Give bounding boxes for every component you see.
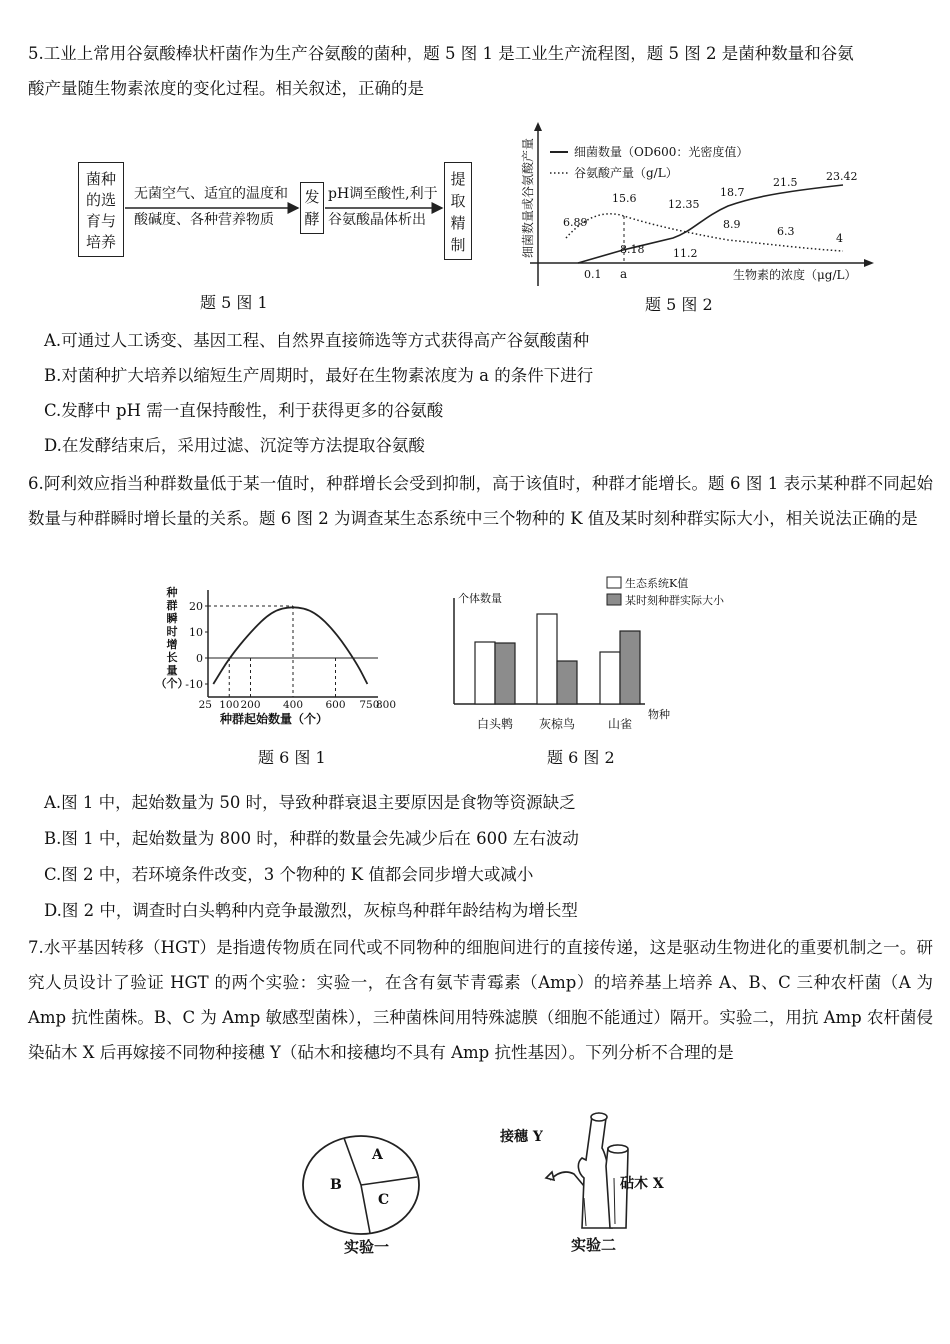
flow-arrow2-text: 谷氨酸晶体析出 [328,212,426,228]
bar-山雀-k [600,652,620,704]
q6-fig2-chart [440,572,760,737]
q5-option-b[interactable]: B.对菌种扩大培养以缩短生产周期时，最好在生物素浓度为 a 的条件下进行 [44,366,594,385]
x-tick-800: 800 [375,699,397,711]
x-tick-750: 750 [359,699,380,711]
flow-step3-text: 制 [450,236,466,254]
q6-fig1-curve [213,607,367,684]
q5-y-arrow [534,122,542,131]
legend-actual-swatch [607,594,621,605]
flow-arrow1-text: 无菌空气、适宜的温度和 [134,186,288,202]
legend-glutamate-label: 谷氨酸产量（g/L） [574,166,678,180]
x-tick-400: 400 [282,699,304,711]
q5-option-a[interactable]: A.可通过人工诱变、基因工程、自然界直接筛选等方式获得高产谷氨酸菌种 [44,331,590,350]
flow-step3-text: 提 [450,170,466,188]
ylabel-char: 瞬 [166,612,178,625]
legend-bacteria-label: 细菌数量（OD600：光密度值） [574,145,749,159]
q6-option-d[interactable]: D.图 2 中，调查时白头鹎种内竞争最激烈，灰椋鸟种群年龄结构为增长型 [44,901,578,920]
q6-option-a[interactable]: A.图 1 中，起始数量为 50 时，导致种群衰退主要原因是食物等资源缺乏 [44,793,576,812]
rootstock-cut [608,1145,628,1153]
y-tick-0: 0 [196,652,203,665]
q5-fig1-flowchart [78,155,478,285]
q5-label-12.35: 12.35 [668,198,700,211]
branch [550,1172,584,1186]
flow-step1-text: 的选 [85,191,116,209]
filter-membrane [344,1138,361,1185]
ylabel-char: （个） [155,677,189,690]
q7-exp1-caption: 实验一 [344,1238,390,1256]
y-tick-20: 20 [189,600,203,613]
category-label: 山雀 [607,717,633,731]
flow-step1-text: 菌种 [85,170,116,188]
bar-灰椋鸟-k [537,614,557,704]
flow-step2-text: 酵 [304,210,320,228]
branch-tip [546,1172,554,1180]
q5-label-18.7: 18.7 [720,186,745,199]
q5-xtick-a: a [620,267,628,281]
q5-label-23.42: 23.42 [826,170,858,183]
flow-step1-text: 培养 [85,233,116,251]
y-tick-10: 10 [189,626,203,639]
q5-label-6.89: 6.89 [563,216,588,229]
filter-membrane [361,1185,370,1233]
category-label: 白头鹎 [476,717,514,731]
q6-fig1-caption: 题 6 图 1 [258,748,326,767]
q5-label-6.3: 6.3 [777,225,795,238]
q6-fig1-ylabel [156,585,189,690]
legend-k-swatch [607,577,621,588]
q5-fig2-chart [508,118,878,293]
q6-fig2-xlabel: 物种 [648,708,670,721]
ylabel-char: 时 [166,625,178,638]
scion-top [591,1113,607,1121]
q6-fig2-bars [475,614,640,731]
q5-label-15.6: 15.6 [612,192,637,205]
q5-fig2-caption: 题 5 图 2 [645,295,713,314]
flow-step3-text: 取 [450,192,466,210]
q5-stem-line1: 5.工业上常用谷氨酸棒状杆菌作为生产谷氨酸的菌种，题 5 图 1 是工业生产流程图，题 5 图 2 是菌种数量和谷氨 [28,44,854,63]
q5-ylabel: 细菌数量或谷氨酸产量 [521,137,535,258]
q6-fig1-xlabel: 种群起始数量（个） [220,712,329,726]
legend-actual-label: 某时刻种群实际大小 [625,594,724,607]
ylabel-char: 增 [166,638,178,651]
ylabel-char: 长 [166,651,178,664]
q6-option-c[interactable]: C.图 2 中，若环境条件改变，3 个物种的 K 值都会同步增大或减小 [44,865,534,884]
q5-fig1-caption: 题 5 图 1 [200,293,268,312]
q5-xtick-0.1: 0.1 [584,268,602,281]
q6-stem: 6.阿利效应指当种群数量低于某一值时，种群增长会受到抑制，高于该值时，种群才能增长。题 6 图 1 表示某种群不同起始数量与种群瞬时增长量的关系。题 6 图 2 为调查某生态系统中三个物种的 K 值及某时刻种群实际大小，相关说法正确的是 [28,474,933,528]
flow-step2-text: 发 [304,188,320,206]
q5-x-arrow [864,259,874,267]
scion-label: 接穗 Y [500,1129,543,1145]
bar-山雀-actual [620,631,640,704]
strain-a-label: A [372,1147,383,1163]
x-tick-100: 100 [219,699,240,711]
ylabel-char: 种 [166,586,178,599]
category-label: 灰椋鸟 [538,717,576,731]
ylabel-char: 群 [166,599,178,612]
q7-exp2-caption: 实验二 [571,1236,617,1254]
q5-label-8.9: 8.9 [723,218,741,231]
q5-label-21.5: 21.5 [773,176,798,189]
q5-option-c[interactable]: C.发酵中 pH 需一直保持酸性，利于获得更多的谷氨酸 [44,401,444,420]
flow-step1-text: 育与 [85,212,116,230]
flow-step3-text: 精 [450,214,466,232]
q5-stem-line2: 酸产量随生物素浓度的变化过程。相关叙述，正确的是 [28,79,424,98]
q6-fig2-caption: 题 6 图 2 [547,748,615,767]
q5-label-11.2: 11.2 [673,247,698,260]
q5-xlabel: 生物素的浓度（μg/L） [733,268,857,282]
bar-灰椋鸟-actual [557,661,577,704]
q6-fig1-chart [148,582,398,727]
y-tick--10: -10 [185,678,203,691]
flow-arrow2-text: pH调至酸性,利于 [328,186,438,202]
strain-c-label: C [378,1192,390,1208]
flow-arrow1-text: 酸碱度、各种营养物质 [134,212,274,228]
q6-fig1-ticks [185,600,396,711]
flow-arrows [78,155,478,285]
strain-b-label: B [330,1177,342,1193]
ylabel-char: 量 [166,664,178,677]
q5-option-d[interactable]: D.在发酵结束后，采用过滤、沉淀等方法提取谷氨酸 [44,436,425,455]
q6-option-b[interactable]: B.图 1 中，起始数量为 800 时，种群的数量会先减少后在 600 左右波动 [44,829,579,848]
legend-k-label: 生态系统K值 [625,577,689,590]
q7-exp2-graft [540,1108,660,1233]
bar-白头鹎-actual [495,643,515,704]
rootstock-label: 砧木 X [620,1176,664,1192]
filter-membrane [361,1177,417,1185]
q7-stem: 7.水平基因转移（HGT）是指遗传物质在同代或不同物种的细胞间进行的直接传递，这是驱动生物进化的重要机制之一。研究人员设计了验证 HGT 的两个实验：实验一，在含有氨苄青霉素（Amp）的培养基上培养 A、B、C 三种农杆菌（A 为 Amp 抗性菌株。B、C 为 Amp 敏感型菌株），三种菌株间用特殊滤膜（细胞不能通过）隔开。实验二，用抗 Amp 农杆菌侵染砧木 X 后再嫁接不同物种接穗 Y（砧木和接穗均不具有 Amp 抗性基因）。下列分析不合理的是 [28,938,933,1062]
x-tick-600: 600 [325,699,346,711]
bar-白头鹎-k [475,642,495,704]
q5-label-4: 4 [836,232,843,245]
x-tick-200: 200 [240,699,261,711]
q5-label-8.18: 8.18 [620,243,645,256]
x-tick-25: 25 [198,699,212,711]
q6-fig1-guides [208,606,336,697]
q6-fig2-ylabel: 个体数量 [458,592,502,605]
q5-stem [28,36,933,106]
